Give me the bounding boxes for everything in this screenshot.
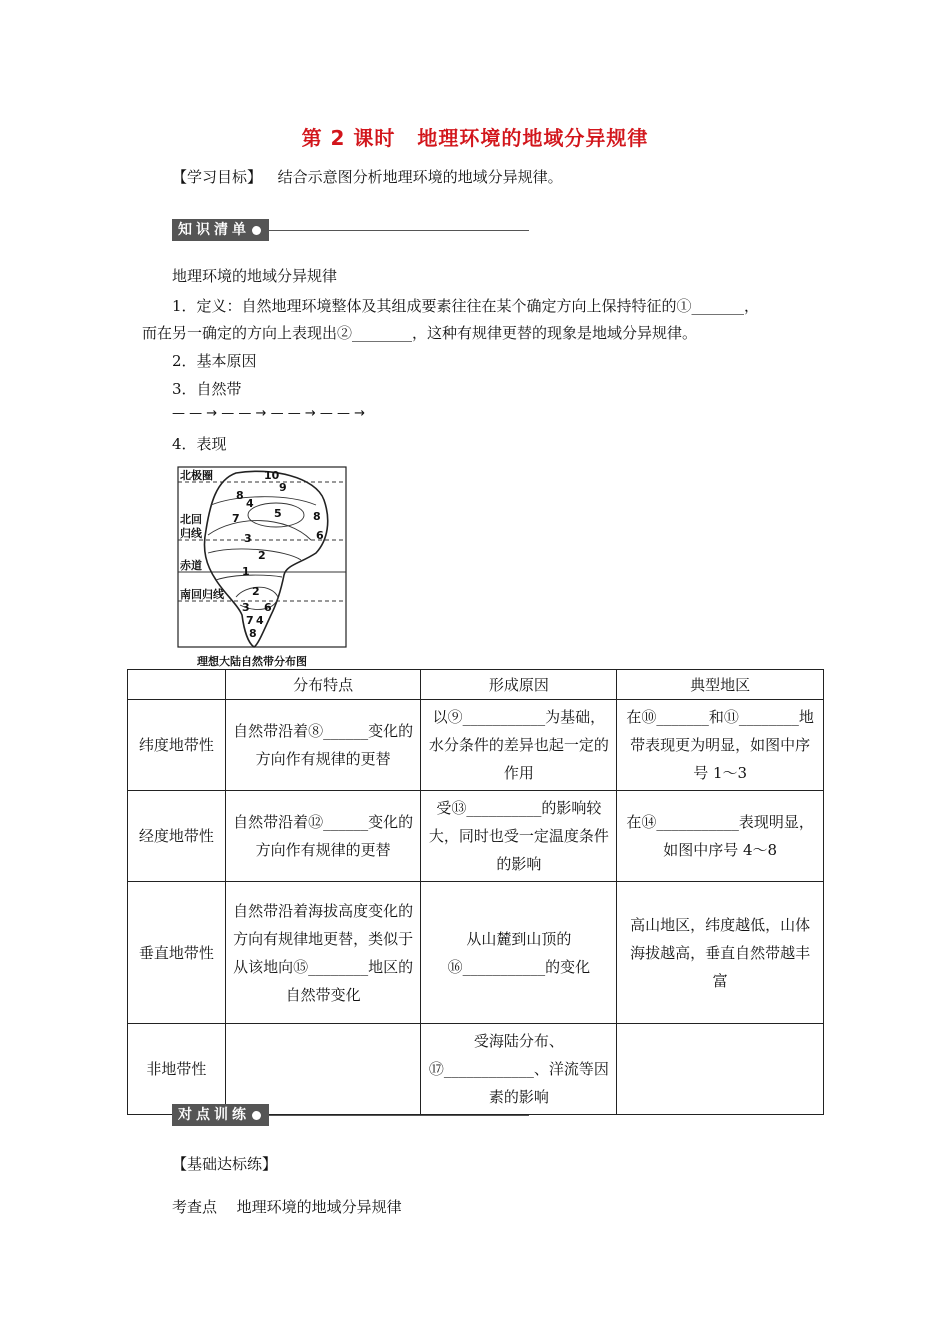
zone-number: 1 <box>242 565 250 578</box>
table-cell: 自然带沿着⑧______变化的方向作有规律的更替 <box>225 700 421 791</box>
row-label: 经度地带性 <box>128 791 226 882</box>
table-cell: 自然带沿着海拔高度变化的方向有规律地更替，类似于从该地向⑮________地区的自然带变化 <box>225 882 421 1024</box>
table-cell <box>617 1024 824 1115</box>
label-equator: 赤道 <box>180 559 202 572</box>
map-caption: 理想大陆自然带分布图 <box>197 655 307 668</box>
zone-number: 8 <box>249 627 257 640</box>
table-cell: 在⑭___________表现明显，如图中序号 4～8 <box>617 791 824 882</box>
zone-number: 8 <box>236 489 244 502</box>
zonation-table <box>127 669 824 1115</box>
table-row <box>128 1024 824 1115</box>
title-lesson: 第 2 课时 <box>301 126 396 150</box>
section-knowledge-list <box>172 218 529 242</box>
table-header-cell: 形成原因 <box>421 670 617 700</box>
ideal-continent-map <box>176 465 348 650</box>
zone-number: 10 <box>264 469 280 482</box>
table-cell: 受⑬__________的影响较大，同时也受一定温度条件的影响 <box>421 791 617 882</box>
checkpoint-label: 考查点 <box>172 1198 218 1216</box>
table-row <box>128 700 824 791</box>
row-label: 垂直地带性 <box>128 882 226 1024</box>
zone-number: 3 <box>244 532 252 545</box>
objective-label: 【学习目标】 <box>172 168 263 186</box>
row-label: 纬度地带性 <box>128 700 226 791</box>
label-tropic-capricorn: 南回归线 <box>180 588 224 601</box>
table-row <box>128 791 824 882</box>
arrow-chain: — — → — — → — — → — — → <box>172 406 366 421</box>
table-cell: 从山麓到山顶的⑯___________的变化 <box>421 882 617 1024</box>
label-tropic-cancer-1: 北回 <box>180 513 202 526</box>
section-title: 对点训练 <box>178 1107 250 1123</box>
item4: 4．表现 <box>172 435 227 453</box>
section-title: 知识清单 <box>178 222 250 238</box>
zone-number: 7 <box>232 512 240 525</box>
zone-number: 9 <box>279 481 287 494</box>
table-cell: 以⑨___________为基础，水分条件的差异也起一定的作用 <box>421 700 617 791</box>
item1-line2: 而在另一确定的方向上表现出②________，这种有规律更替的现象是地域分异规律。 <box>142 324 698 342</box>
section-tab <box>172 219 269 241</box>
page-title <box>0 122 950 151</box>
table-header-row <box>128 670 824 700</box>
table-cell: 高山地区，纬度越低，山体海拔越高，垂直自然带越丰富 <box>617 882 824 1024</box>
checkpoint <box>172 1197 402 1217</box>
table-cell: 自然带沿着⑫______变化的方向作有规律的更替 <box>225 791 421 882</box>
zone-number: 4 <box>246 497 254 510</box>
learning-objective <box>172 167 563 187</box>
zone-number: 5 <box>274 507 282 520</box>
zone-number: 6 <box>264 601 272 614</box>
dot-icon <box>252 226 261 235</box>
table-header-cell: 分布特点 <box>225 670 421 700</box>
zone-number: 2 <box>252 585 260 598</box>
title-topic: 地理环境的地域分异规律 <box>417 126 649 150</box>
table-header-cell: 典型地区 <box>617 670 824 700</box>
table-cell: 受海陆分布、⑰____________、洋流等因素的影响 <box>421 1024 617 1115</box>
zone-number: 8 <box>313 510 321 523</box>
section-tab <box>172 1104 269 1126</box>
table-row <box>128 882 824 1024</box>
row-label: 非地带性 <box>128 1024 226 1115</box>
table-cell <box>225 1024 421 1115</box>
zone-number: 3 <box>242 601 250 614</box>
basic-practice-label: 【基础达标练】 <box>172 1155 278 1173</box>
zone-number: 7 <box>246 614 254 627</box>
zone-number: 2 <box>258 549 266 562</box>
dot-icon <box>252 1111 261 1120</box>
zone-number: 6 <box>316 529 324 542</box>
objective-text: 结合示意图分析地理环境的地域分异规律。 <box>277 168 563 186</box>
checkpoint-text: 地理环境的地域分异规律 <box>236 1198 402 1216</box>
table-header-cell <box>128 670 226 700</box>
item1-line1: 1．定义：自然地理环境整体及其组成要素往往在某个确定方向上保持特征的①_______， <box>172 297 760 315</box>
table-cell: 在⑩_______和⑪________地带表现更为明显，如图中序号 1～3 <box>617 700 824 791</box>
divider <box>269 1115 529 1116</box>
label-tropic-cancer-2: 归线 <box>180 527 202 540</box>
label-arctic-circle: 北极圈 <box>180 469 213 482</box>
item2: 2．基本原因 <box>172 352 257 370</box>
section-practice <box>172 1103 529 1127</box>
zone-number: 4 <box>256 614 264 627</box>
item3: 3．自然带 <box>172 380 242 398</box>
divider <box>269 230 529 231</box>
heading: 地理环境的地域分异规律 <box>172 267 338 285</box>
